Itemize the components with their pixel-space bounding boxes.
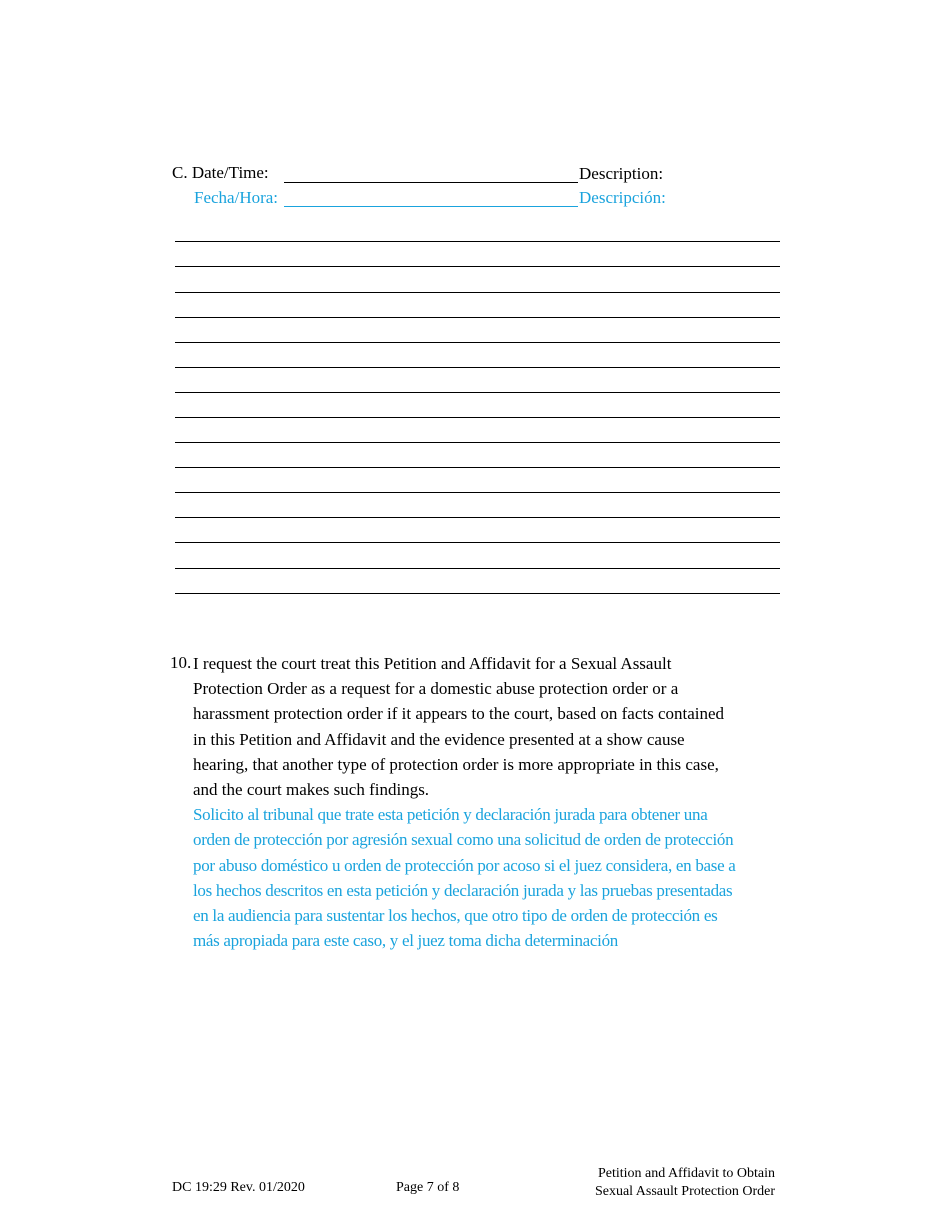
- description-line[interactable]: [175, 542, 780, 543]
- spanish-line: en la audiencia para sustentar los hechos, que otro tipo de orden de protección es: [193, 906, 718, 926]
- description-line[interactable]: [175, 342, 780, 343]
- description-line[interactable]: [175, 317, 780, 318]
- description-line[interactable]: [175, 467, 780, 468]
- english-line: I request the court treat this Petition and Affidavit for a Sexual Assault: [193, 654, 672, 673]
- fecha-hora-underline: [284, 206, 578, 207]
- fecha-hora-label: Fecha/Hora:: [194, 188, 279, 207]
- spanish-line: por abuso doméstico u orden de protección por acoso si el juez considera, en base a: [193, 855, 736, 875]
- description-line[interactable]: [175, 392, 780, 393]
- english-line: Protection Order as a request for a domestic abuse protection order or a: [193, 679, 679, 699]
- item-number: 10.: [170, 653, 192, 672]
- form-id: DC 19:29 Rev. 01/2020: [172, 1180, 305, 1195]
- description-line[interactable]: [175, 568, 780, 569]
- description-line[interactable]: [175, 292, 780, 293]
- footer-title-line-2: Sexual Assault Protection Order: [594, 1184, 775, 1199]
- spanish-line: orden de protección por agresión sexual como una solicitud de orden de protección: [193, 830, 734, 850]
- spanish-line: los hechos descritos en esta petición y declaración jurada y las pruebas presentadas: [193, 880, 733, 900]
- date-time-field[interactable]: [284, 182, 578, 183]
- description-line[interactable]: [175, 442, 780, 443]
- item-10-paragraph: [193, 651, 793, 953]
- description-label: Description:: [579, 164, 664, 183]
- description-line[interactable]: [175, 241, 780, 242]
- page-number: Page 7 of 8: [396, 1180, 460, 1195]
- spanish-line: Solicito al tribunal que trate esta petición y declaración jurada para obtener una: [193, 805, 708, 825]
- description-line[interactable]: [175, 492, 780, 493]
- spanish-line: más apropiada para este caso, y el juez toma dicha determinación: [193, 931, 618, 951]
- description-line[interactable]: [175, 367, 780, 368]
- date-time-label: C. Date/Time:: [172, 163, 269, 182]
- english-line: and the court makes such findings.: [193, 780, 430, 800]
- description-line[interactable]: [175, 593, 780, 594]
- description-line[interactable]: [175, 417, 780, 418]
- descripcion-label: Descripción:: [579, 188, 666, 207]
- english-line: hearing, that another type of protection order is more appropriate in this case,: [193, 754, 719, 774]
- description-line[interactable]: [175, 266, 780, 267]
- footer-title-line-1: Petition and Affidavit to Obtain: [597, 1166, 775, 1181]
- english-line: in this Petition and Affidavit and the evidence presented at a show cause: [193, 729, 685, 749]
- english-line: harassment protection order if it appears to the court, based on facts contained: [193, 704, 725, 724]
- description-line[interactable]: [175, 517, 780, 518]
